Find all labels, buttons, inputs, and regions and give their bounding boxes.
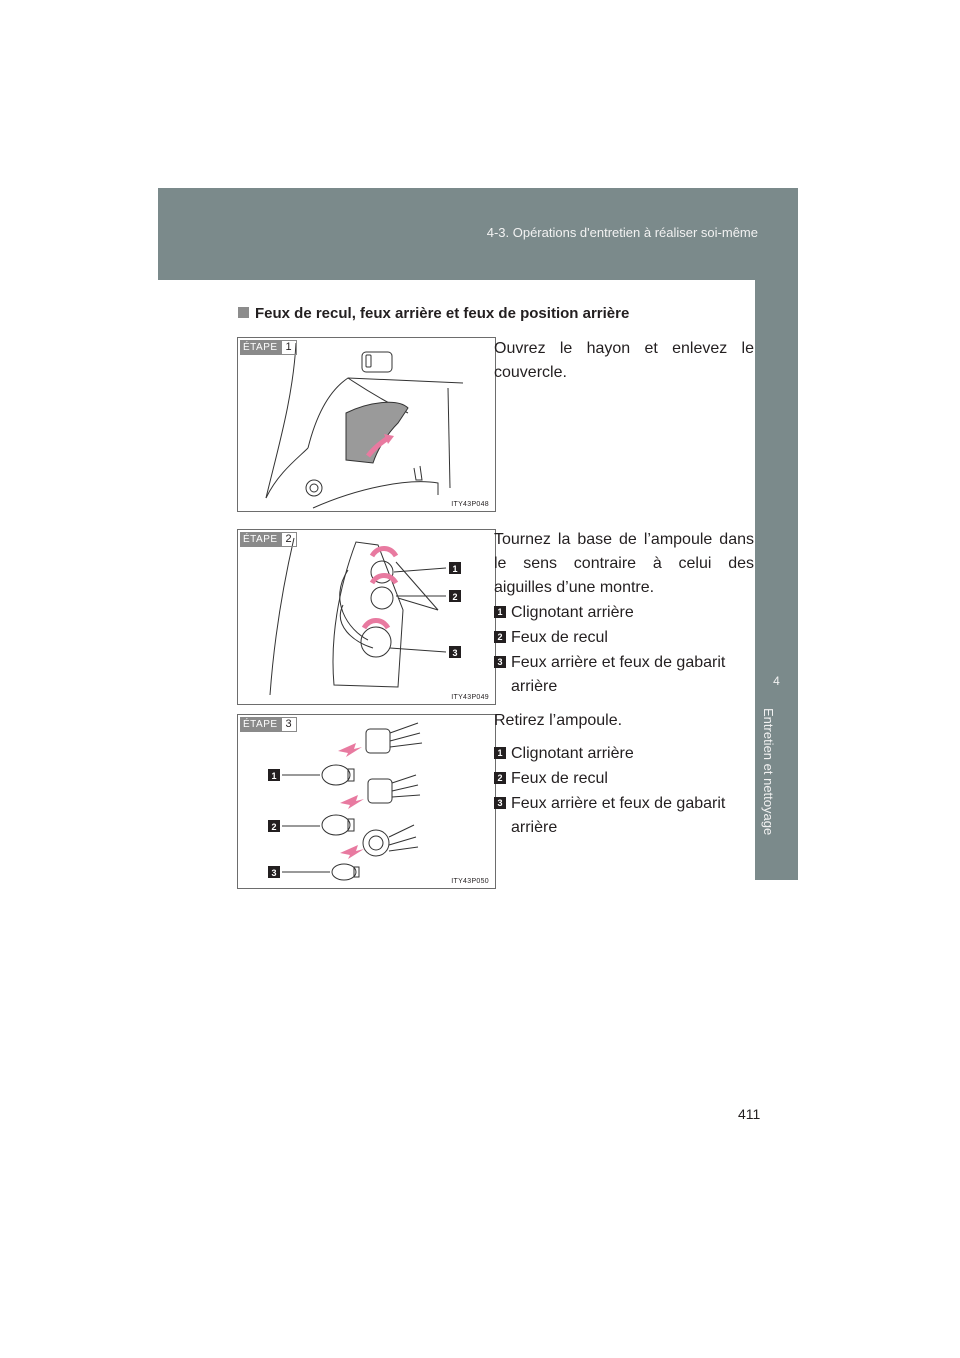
step-2-item: 3 Feux arrière et feux de gabarit arrière [494,651,756,699]
callout-badge: 3 [494,797,506,809]
section-title: Feux de recul, feux arrière et feux de position arrière [255,305,630,322]
callout-3-label: 3 [271,868,277,878]
trunk-cover-illustration [238,338,495,511]
step-1-text: Ouvrez le hayon et enlevez le couvercle. [494,340,754,381]
step-2-item: 1 Clignotant arrière [494,601,756,625]
step-2-item: 2 Feux de recul [494,626,756,650]
step-2-badge: ÉTAPE 2 [240,532,297,547]
callout-3-label: 3 [452,648,458,658]
chapter-number: 4 [773,674,780,688]
callout-1-label: 1 [452,564,458,574]
step-2-figure [237,529,496,705]
step-3-figure [237,714,496,889]
chapter-label-wrap [763,708,789,878]
callout-badge: 3 [494,656,506,668]
bulb-socket-illustration [238,530,495,704]
figure-code: ITY43P050 [451,878,489,885]
section-heading [238,305,629,322]
bulb-removal-illustration [238,715,495,888]
callout-2-label: 2 [271,822,277,832]
chapter-title: 4-3. Opérations d'entretien à réaliser soi-même [486,225,758,240]
step-3-item: 2 Feux de recul [494,767,756,791]
callout-badge: 1 [494,747,506,759]
figure-code: ITY43P048 [451,501,489,508]
step-3-callouts [268,769,280,878]
step-3-badge: ÉTAPE 3 [240,717,297,732]
step-2-text: Tournez la base de l’ampoule dans le sens contraire à celui des aiguilles d’une montre. [494,531,754,596]
callout-2-label: 2 [452,592,458,602]
step-1-figure [237,337,496,512]
chapter-side-tab [755,280,798,880]
page-number: 411 [738,1106,761,1122]
step-2-callouts [449,562,461,658]
figure-code: ITY43P049 [451,694,489,701]
step-3-item: 1 Clignotant arrière [494,742,756,766]
section-bullet-icon [238,307,249,318]
callout-badge: 2 [494,631,506,643]
callout-badge: 2 [494,772,506,784]
callout-1-label: 1 [271,771,277,781]
step-1-badge: ÉTAPE 1 [240,340,297,355]
step-3-text: Retirez l’ampoule. [494,712,623,729]
chapter-label: Entretien et nettoyage [761,708,776,836]
chapter-header [158,188,798,280]
callout-badge: 1 [494,606,506,618]
step-3-item: 3 Feux arrière et feux de gabarit arrière [494,792,756,840]
